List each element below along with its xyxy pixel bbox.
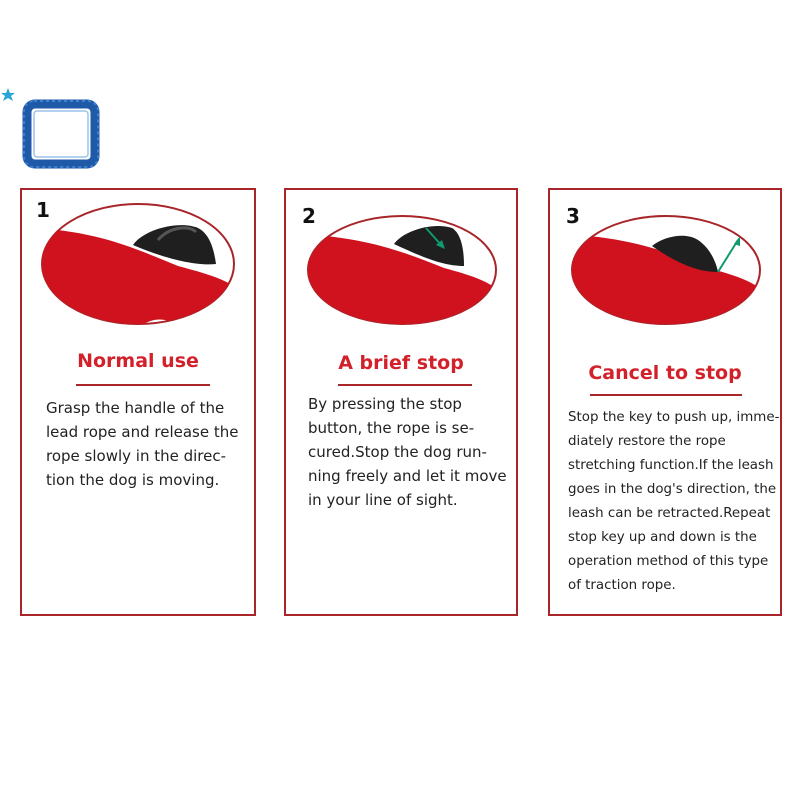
- card-title: Normal use: [77, 350, 199, 372]
- instruction-card-3: [548, 188, 782, 616]
- body-line: goes in the dog's direction, the: [568, 482, 777, 497]
- body-line: tion the dog is moving.: [46, 471, 220, 489]
- body-line: operation method of this type: [568, 554, 769, 569]
- step-number: 1: [36, 198, 50, 222]
- body-line: diately restore the rope: [568, 434, 726, 449]
- body-line: Stop the key to push up, imme-: [568, 410, 780, 425]
- card-body: [46, 396, 238, 492]
- body-line: of traction rope.: [568, 578, 676, 593]
- leash-handle-image: [304, 212, 500, 328]
- step-number: 3: [566, 204, 580, 228]
- body-line: in your line of sight.: [308, 491, 458, 509]
- step-number: 2: [302, 204, 316, 228]
- body-line: stretching function.If the leash: [568, 458, 774, 473]
- leash-handle-image: [568, 212, 764, 328]
- body-line: lead rope and release the: [46, 423, 239, 441]
- body-line: button, the rope is se-: [308, 419, 475, 437]
- body-line: stop key up and down is the: [568, 530, 757, 545]
- card-title: Cancel to stop: [588, 362, 742, 384]
- card-body: [568, 406, 779, 598]
- body-line: cured.Stop the dog run-: [308, 443, 487, 461]
- title-divider: [76, 384, 210, 386]
- instruction-card-2: [284, 188, 518, 616]
- body-line: By pressing the stop: [308, 395, 462, 413]
- body-line: ning freely and let it move: [308, 467, 507, 485]
- body-line: leash can be retracted.Repeat: [568, 506, 771, 521]
- star-icon: [1, 88, 15, 101]
- leash-handle-image: [38, 200, 238, 328]
- title-divider: [590, 394, 742, 396]
- card-body: [308, 392, 507, 512]
- instruction-card-1: [20, 188, 256, 616]
- body-line: rope slowly in the direc-: [46, 447, 227, 465]
- title-divider: [338, 384, 472, 386]
- body-line: Grasp the handle of the: [46, 399, 225, 417]
- card-title: A brief stop: [338, 352, 464, 374]
- brand-logo: [0, 82, 104, 172]
